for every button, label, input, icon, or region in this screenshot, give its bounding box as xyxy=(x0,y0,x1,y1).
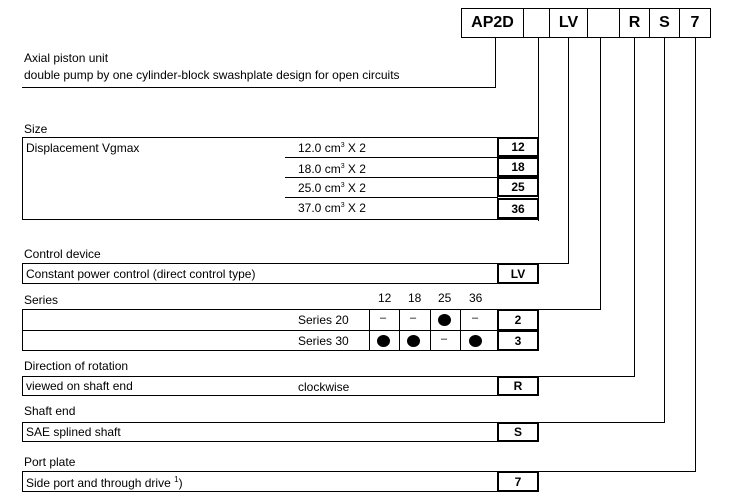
series-20-cell-25-dot xyxy=(438,314,451,326)
port-label-text: Side port and through drive xyxy=(26,476,171,490)
series-20-cell-12: – xyxy=(380,312,387,324)
intro-underline xyxy=(22,87,496,88)
size-option-36-value: 37.0 cm xyxy=(298,201,341,215)
connector-series-v xyxy=(600,38,601,310)
size-option-25-value: 25.0 cm xyxy=(298,181,341,195)
control-code: LV xyxy=(497,263,539,284)
size-option-18-suffix: X 2 xyxy=(344,162,366,176)
rotation-value: clockwise xyxy=(298,380,350,394)
port-heading: Port plate xyxy=(24,455,76,469)
series-30-cell-36-dot xyxy=(469,335,482,347)
size-code-25: 25 xyxy=(497,177,539,197)
size-option-12-value: 12.0 cm xyxy=(298,141,341,155)
size-option-12-suffix: X 2 xyxy=(344,141,366,155)
series-30-code: 3 xyxy=(497,330,539,351)
code-box-lv xyxy=(549,8,588,38)
series-col-25: 25 xyxy=(438,291,452,305)
size-code-36: 36 xyxy=(497,198,539,219)
code-box-ap2d xyxy=(461,8,524,38)
series-grid-v2 xyxy=(399,309,400,351)
size-option-25-sup: 3 xyxy=(340,182,345,189)
code-lv-text: LV xyxy=(558,14,579,31)
size-sep-2 xyxy=(285,177,498,178)
series-grid-v3 xyxy=(430,309,431,351)
size-code-18: 18 xyxy=(497,157,539,177)
code-s-text: S xyxy=(659,14,670,31)
series-20-label: Series 20 xyxy=(298,313,349,327)
size-code-12: 12 xyxy=(497,137,539,157)
size-option-36-sup: 3 xyxy=(340,202,345,209)
connector-7-v xyxy=(695,38,696,472)
size-option-25-suffix: X 2 xyxy=(344,181,366,195)
size-option-25 xyxy=(298,181,366,195)
size-option-18-sup: 3 xyxy=(340,163,345,170)
shaft-heading: Shaft end xyxy=(24,404,76,418)
intro-title: Axial piston unit xyxy=(24,51,109,65)
series-30-cell-25: – xyxy=(441,333,448,345)
size-option-12-sup: 3 xyxy=(340,142,345,149)
control-heading: Control device xyxy=(24,247,101,261)
connector-s-v xyxy=(664,38,665,423)
size-sep-3 xyxy=(285,197,498,198)
series-20-cell-18: – xyxy=(410,312,417,324)
code-box-r xyxy=(619,8,650,38)
intro-subtitle: double pump by one cylinder-block swashplate design for open circuits xyxy=(24,68,400,82)
rotation-heading: Direction of rotation xyxy=(24,359,129,373)
size-label: Displacement Vgmax xyxy=(26,141,140,155)
series-30-cell-12-dot xyxy=(377,335,390,347)
control-label: Constant power control (direct control type) xyxy=(26,267,256,281)
code-box-blank-1 xyxy=(523,8,550,38)
code-box-s xyxy=(649,8,680,38)
size-option-36 xyxy=(298,201,366,215)
series-30-cell-18-dot xyxy=(407,335,420,347)
port-label: Side port and through drive $^1$) xyxy=(26,475,183,490)
series-col-18: 18 xyxy=(408,291,422,305)
series-20-cell-36: – xyxy=(472,312,479,324)
connector-ap2d-v xyxy=(495,38,496,88)
port-footnote: 1 xyxy=(174,475,179,484)
rotation-label: viewed on shaft end xyxy=(26,379,133,393)
connector-lv-v xyxy=(568,38,569,264)
series-grid-v4 xyxy=(460,309,461,351)
size-sep-1 xyxy=(285,157,498,158)
size-option-36-suffix: X 2 xyxy=(344,201,366,215)
port-code: 7 xyxy=(497,471,539,492)
size-option-18 xyxy=(298,162,366,176)
size-option-18-value: 18.0 cm xyxy=(298,162,341,176)
rotation-code: R xyxy=(497,376,539,396)
shaft-label: SAE splined shaft xyxy=(26,425,121,439)
series-heading: Series xyxy=(24,293,59,307)
code-7-text: 7 xyxy=(690,14,700,31)
code-r-text: R xyxy=(628,14,641,31)
size-option-12 xyxy=(298,141,366,155)
series-col-12: 12 xyxy=(378,291,392,305)
series-mid-line xyxy=(22,330,539,331)
series-grid-v1 xyxy=(369,309,370,351)
size-heading: Size xyxy=(24,122,48,136)
code-ap2d-text: AP2D xyxy=(471,14,514,31)
connector-r-v xyxy=(634,38,635,377)
code-box-7 xyxy=(679,8,711,38)
shaft-code: S xyxy=(497,422,539,442)
code-box-blank-2 xyxy=(587,8,620,38)
series-20-code: 2 xyxy=(497,309,539,331)
series-30-label: Series 30 xyxy=(298,334,349,348)
series-col-36: 36 xyxy=(469,291,483,305)
